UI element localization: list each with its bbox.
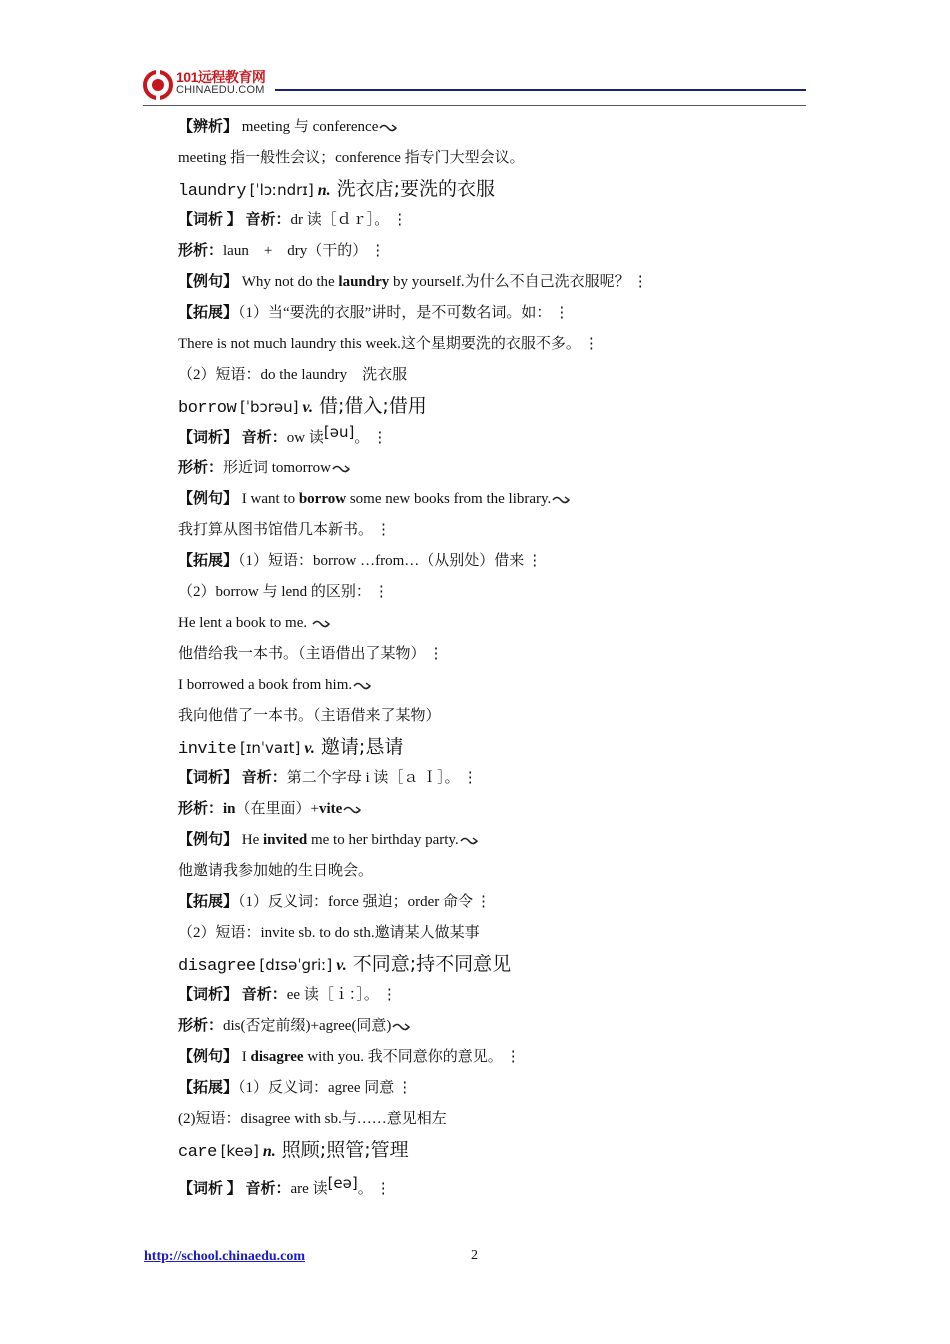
bold-word: vite xyxy=(319,801,343,817)
bold-word: in xyxy=(223,801,236,817)
line-text: （1）反义词：force 强迫；order 命令 xyxy=(238,894,473,910)
line-text: （2）borrow 与 lend 的区别： xyxy=(178,584,371,600)
section-tag: 【词析】 音析： xyxy=(178,987,287,1003)
phonetic: [ɪnˈvaɪt] xyxy=(239,739,301,757)
section-tag: 【例句】 xyxy=(178,491,239,507)
line-text: (2)短语：disagree with sb.与……意见相左 xyxy=(178,1111,447,1127)
line-text: dr 读［ｄｒ］。 xyxy=(290,212,390,228)
line-text: There is not much laundry this week.这个星期要洗的衣服不多。 xyxy=(178,336,581,352)
line-text: 我打算从图书馆借几本新书。 xyxy=(178,522,374,538)
section-tag: 【词析】 音析： xyxy=(178,430,287,446)
logo-text xyxy=(176,70,265,96)
headword: disagree xyxy=(178,957,256,976)
line-text: 他邀请我参加她的生日晚会。 xyxy=(178,863,374,879)
section-tag: 【拓展】 xyxy=(178,894,239,910)
link-arrow-icon xyxy=(353,681,371,691)
para-mark-icon: ⋮ xyxy=(554,305,570,321)
para-mark-icon: ⋮ xyxy=(527,553,543,569)
line-text: He lent a book to me. xyxy=(178,615,308,631)
part-of-speech: v. xyxy=(302,399,313,416)
logo-icon xyxy=(143,70,173,100)
line-text: （1）当“要洗的衣服”讲时，是不可数名词。如： xyxy=(238,305,552,321)
para-mark-icon: ⋮ xyxy=(370,243,386,259)
line-text: （2）短语：do the laundry 洗衣服 xyxy=(178,367,408,383)
section-tag: 形析： xyxy=(178,243,224,259)
word-entry xyxy=(178,949,798,980)
line-text: laun + dry（干的） xyxy=(223,243,368,259)
text-line xyxy=(178,918,798,949)
header-rule xyxy=(275,89,806,91)
line-text: （2）短语：invite sb. to do sth.邀请某人做某事 xyxy=(178,925,480,941)
para-mark-icon: ⋮ xyxy=(505,1049,521,1065)
word-entry xyxy=(178,391,798,422)
line-text: （在里面）+ xyxy=(235,801,319,817)
text-line xyxy=(178,1042,798,1073)
para-mark-icon: ⋮ xyxy=(397,1080,413,1096)
text-line xyxy=(178,1073,798,1104)
headword: invite xyxy=(178,740,237,759)
text-line xyxy=(178,608,798,639)
para-mark-icon: ⋮ xyxy=(376,522,392,538)
part-of-speech: n. xyxy=(317,182,331,199)
bold-word: laundry xyxy=(338,274,390,290)
line-text: 我向他借了一本书。（主语借来了某物） xyxy=(178,708,441,724)
line-text: 。 xyxy=(357,1181,373,1197)
text-line xyxy=(178,205,798,236)
header-rule-thin xyxy=(143,105,806,106)
text-line xyxy=(178,670,798,701)
meaning: 洗衣店;要洗的衣服 xyxy=(336,178,496,200)
line-text: some new books from the library. xyxy=(346,491,552,507)
text-line xyxy=(178,1104,798,1135)
para-mark-icon: ⋮ xyxy=(373,584,389,600)
text-line xyxy=(178,236,798,267)
part-of-speech: v. xyxy=(304,740,315,757)
section-tag: 【拓展】 xyxy=(178,1080,239,1096)
bold-word: invited xyxy=(263,832,308,848)
section-tag: 形析： xyxy=(178,1018,224,1034)
line-text: I xyxy=(238,1049,251,1065)
line-text: （1）反义词：agree 同意 xyxy=(238,1080,395,1096)
meaning: 邀请;恳请 xyxy=(320,736,404,758)
section-tag: 形析： xyxy=(178,460,224,476)
link-arrow-icon xyxy=(460,836,478,846)
page-header xyxy=(143,68,806,108)
line-text: 。 xyxy=(354,430,370,446)
link-arrow-icon xyxy=(312,619,330,629)
text-line xyxy=(178,360,798,391)
word-entry xyxy=(178,1135,798,1166)
line-text: me to her birthday party. xyxy=(307,832,459,848)
text-line xyxy=(178,298,798,329)
section-tag: 【词析】 音析： xyxy=(178,770,287,786)
meaning: 照顾;照管;管理 xyxy=(281,1139,409,1161)
line-text: He xyxy=(238,832,264,848)
line-text: ow 读 xyxy=(286,430,324,446)
text-line xyxy=(178,1011,798,1042)
text-line xyxy=(178,422,798,453)
para-mark-icon: ⋮ xyxy=(428,646,444,662)
text-line xyxy=(178,453,798,484)
headword: care xyxy=(178,1143,217,1162)
para-mark-icon: ⋮ xyxy=(381,987,397,1003)
link-arrow-icon xyxy=(332,464,350,474)
text-line xyxy=(178,1166,798,1206)
section-tag: 【拓展】 xyxy=(178,553,239,569)
headword: laundry xyxy=(178,182,246,201)
section-tag: 【词析 】 音析： xyxy=(178,212,291,228)
text-line xyxy=(178,515,798,546)
line-text: are 读 xyxy=(290,1181,328,1197)
phonetic: [dɪsəˈgriː] xyxy=(259,956,333,974)
text-line xyxy=(178,484,798,515)
section-tag: 【例句】 xyxy=(178,274,239,290)
text-line xyxy=(178,577,798,608)
link-arrow-icon xyxy=(379,123,397,133)
phonetic: [əu] xyxy=(323,423,355,441)
section-tag: 形析： xyxy=(178,801,224,817)
link-arrow-icon xyxy=(552,495,570,505)
logo-title: 101远程教育网 xyxy=(176,69,266,85)
meaning: 不同意;持不同意见 xyxy=(352,953,512,975)
headword: borrow xyxy=(178,399,237,418)
line-text: 形近词 tomorrow xyxy=(223,460,331,476)
text-line xyxy=(178,267,798,298)
line-text: with you. 我不同意你的意见。 xyxy=(303,1049,503,1065)
part-of-speech: v. xyxy=(336,957,347,974)
phonetic: [keə] xyxy=(220,1142,259,1160)
section-tag: 【拓展】 xyxy=(178,305,239,321)
para-mark-icon: ⋮ xyxy=(372,430,388,446)
text-line xyxy=(178,639,798,670)
para-mark-icon: ⋮ xyxy=(392,212,408,228)
document-body xyxy=(178,112,798,1206)
link-arrow-icon xyxy=(343,805,361,815)
text-line xyxy=(178,143,798,174)
line-text: meeting 与 conference xyxy=(238,119,379,135)
phonetic: [ˈlɔːndrɪ] xyxy=(249,181,314,199)
section-tag: 【词析 】 音析： xyxy=(178,1181,291,1197)
section-tag: 【辨析】 xyxy=(178,119,239,135)
part-of-speech: n. xyxy=(262,1143,276,1160)
text-line xyxy=(178,329,798,360)
text-line xyxy=(178,887,798,918)
logo-subtitle: CHINAEDU.COM xyxy=(176,84,265,96)
para-mark-icon: ⋮ xyxy=(632,274,648,290)
meaning: 借;借入;借用 xyxy=(318,395,427,417)
para-mark-icon: ⋮ xyxy=(475,894,491,910)
line-text: 他借给我一本书。（主语借出了某物） xyxy=(178,646,426,662)
text-line xyxy=(178,763,798,794)
para-mark-icon: ⋮ xyxy=(462,770,478,786)
bold-word: disagree xyxy=(250,1049,304,1065)
phonetic: [eə] xyxy=(327,1174,358,1192)
line-text: （1）短语：borrow …from…（从别处）借来 xyxy=(238,553,525,569)
text-line xyxy=(178,546,798,577)
page-number: 2 xyxy=(471,1248,478,1263)
phonetic: [ˈbɔrəu] xyxy=(239,398,299,416)
text-line xyxy=(178,794,798,825)
text-line xyxy=(178,856,798,887)
text-line xyxy=(178,701,798,732)
line-text: 第二个字母 i 读［ａ Ｉ］。 xyxy=(286,770,460,786)
text-line xyxy=(178,825,798,856)
text-line xyxy=(178,980,798,1011)
line-text: I want to xyxy=(238,491,299,507)
line-text: I borrowed a book from him. xyxy=(178,677,353,693)
page-footer xyxy=(144,1248,807,1265)
bold-word: borrow xyxy=(298,491,347,507)
line-text: ee 读［ｉ：］。 xyxy=(286,987,379,1003)
line-text: by yourself.为什么不自己洗衣服呢？ xyxy=(389,274,630,290)
link-arrow-icon xyxy=(392,1022,410,1032)
para-mark-icon: ⋮ xyxy=(375,1181,391,1197)
word-entry xyxy=(178,732,798,763)
section-tag: 【例句】 xyxy=(178,832,239,848)
line-text: dis(否定前缀)+agree(同意) xyxy=(223,1018,392,1034)
section-tag: 【例句】 xyxy=(178,1049,239,1065)
line-text: Why not do the xyxy=(238,274,339,290)
word-entry xyxy=(178,174,798,205)
line-text: meeting 指一般性会议；conference 指专门大型会议。 xyxy=(178,150,525,166)
text-line xyxy=(178,112,798,143)
para-mark-icon: ⋮ xyxy=(583,336,599,352)
footer-link[interactable]: http://school.chinaedu.com xyxy=(144,1249,306,1264)
